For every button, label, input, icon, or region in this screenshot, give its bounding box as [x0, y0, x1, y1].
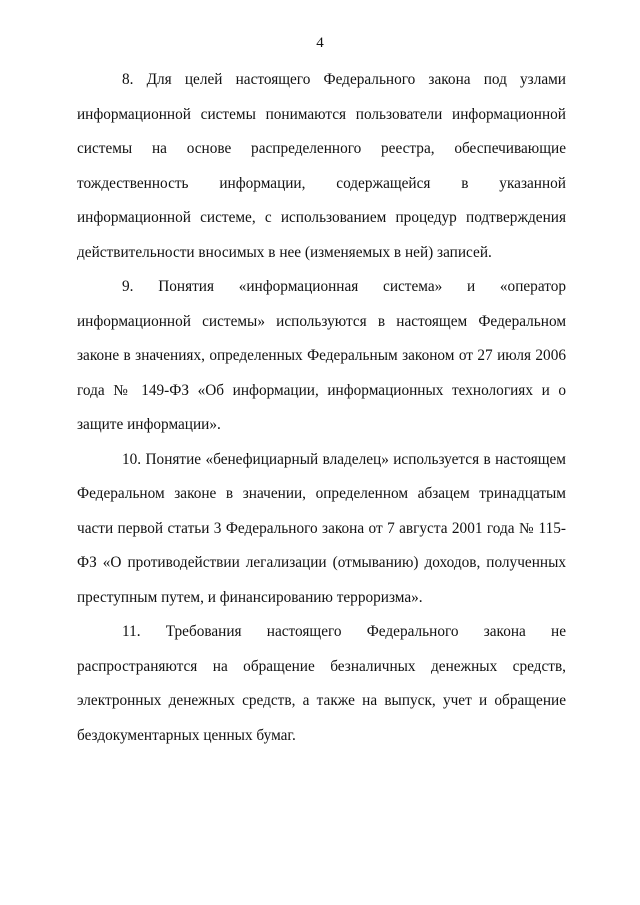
document-body: [77, 63, 566, 753]
paragraph-10: 10. Понятие «бенефициарный владелец» используется в настоящем Федеральном законе в значении, определенном абзацем тринадцатым части первой статьи 3 Федерального закона от 7 августа 2001 года № 115-ФЗ «О противодействии легализации (отмыванию) доходов, полученных преступным путем, и финансированию терроризма».: [77, 450, 566, 606]
page-number: 4: [316, 35, 324, 51]
paragraph-8: 8. Для целей настоящего Федерального закона под узлами информационной системы понимаются пользователи информационной системы на основе распределенного реестра, обеспечивающие тождественность информации, содержащейся в указанной информационной системе, с использованием процедур подтверждения действительности вносимых в нее (изменяемых в ней) записей.: [77, 71, 566, 261]
paragraph-11: 11. Требования настоящего Федерального закона не распространяются на обращение безналичных денежных средств, электронных денежных средств, а также на выпуск, учет и обращение бездокументарных ценных бумаг.: [77, 623, 566, 744]
paragraph-9: 9. Понятия «информационная система» и «оператор информационной системы» используются в настоящем Федеральном законе в значениях, определенных Федеральным законом от 27 июля 2006 года № 149-ФЗ «Об информации, информационных технологиях и о защите информации».: [77, 278, 566, 433]
